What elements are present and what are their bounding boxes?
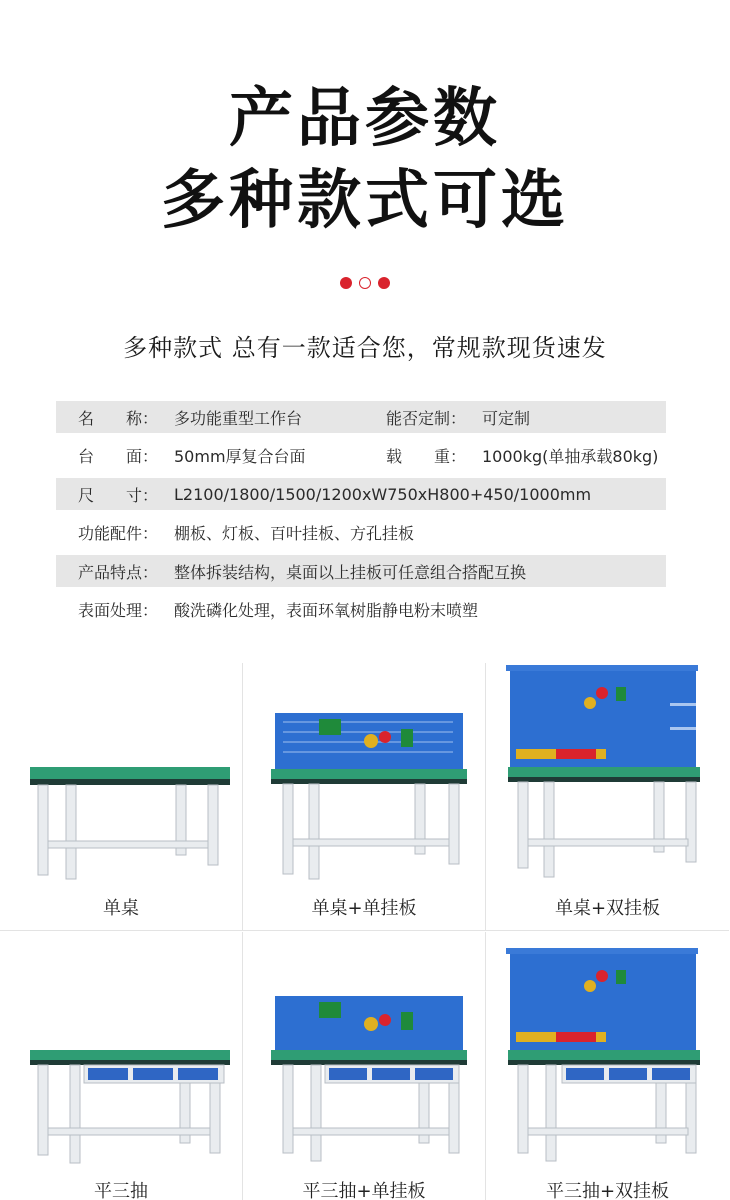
workbench-with-panel-icon [243, 663, 486, 931]
product-label: 平三抽+单挂板 [302, 1181, 426, 1200]
product-card-single-desk[interactable] [0, 663, 243, 931]
spec-row [56, 517, 666, 549]
product-label: 平三抽 [94, 1181, 148, 1200]
hero-line-2: 多种款式可选 [161, 164, 569, 238]
workbench-icon [0, 663, 243, 931]
dot-icon [340, 277, 352, 289]
spec-value: 50mm厚复合台面 [174, 447, 306, 466]
dot-icon [378, 277, 390, 289]
hero-title [0, 78, 730, 242]
spec-label: 功能配件： [78, 524, 159, 543]
product-label: 单桌 [103, 898, 139, 919]
product-card-three-drawer-double-panel[interactable] [486, 932, 729, 1200]
spec-label: 载 重： [386, 447, 467, 466]
product-card-three-drawer-single-panel[interactable] [243, 932, 486, 1200]
subtitle: 多种款式 总有一款适合您，常规款现货速发 [123, 334, 607, 362]
spec-label: 台 面： [78, 447, 159, 466]
product-card-three-drawer[interactable] [0, 932, 243, 1200]
spec-row [56, 440, 666, 472]
spec-row [56, 594, 666, 626]
spec-row [56, 401, 666, 433]
workbench-drawer-panel-icon [243, 932, 486, 1200]
spec-label: 产品特点： [78, 562, 159, 582]
product-label: 平三抽+双挂板 [545, 1181, 670, 1200]
spec-value: 可定制 [482, 408, 531, 428]
product-grid [0, 663, 730, 1200]
spec-label: 能否定制： [386, 408, 467, 428]
spec-value: 酸洗磷化处理，表面环氧树脂静电粉末喷塑 [174, 601, 479, 620]
spec-value: L2100/1800/1500/1200xW750xH800+450/1000mm [174, 484, 592, 504]
product-label: 单桌+双挂板 [554, 898, 661, 919]
spec-label: 表面处理： [78, 601, 159, 620]
dot-hollow-icon [359, 277, 371, 289]
spec-value: 整体拆装结构，桌面以上挂板可任意组合搭配互换 [174, 562, 527, 582]
spec-value: 多功能重型工作台 [174, 408, 303, 428]
product-card-single-desk-single-panel[interactable] [243, 663, 486, 931]
decorative-dots [0, 277, 730, 289]
workbench-drawer-double-panel-icon [486, 932, 729, 1200]
spec-table [56, 401, 666, 632]
spec-value: 棚板、灯板、百叶挂板、方孔挂板 [174, 524, 415, 543]
spec-label: 名 称： [78, 408, 159, 428]
spec-row [56, 555, 666, 587]
workbench-with-double-panel-icon [486, 663, 729, 931]
workbench-drawer-icon [0, 932, 243, 1200]
product-card-single-desk-double-panel[interactable] [486, 663, 729, 931]
spec-label: 尺 寸： [78, 485, 159, 505]
product-label: 单桌+单挂板 [311, 898, 417, 919]
hero-line-1: 产品参数 [229, 82, 501, 156]
spec-row [56, 478, 666, 510]
spec-value: 1000kg(单抽承载80kg) [482, 447, 659, 466]
